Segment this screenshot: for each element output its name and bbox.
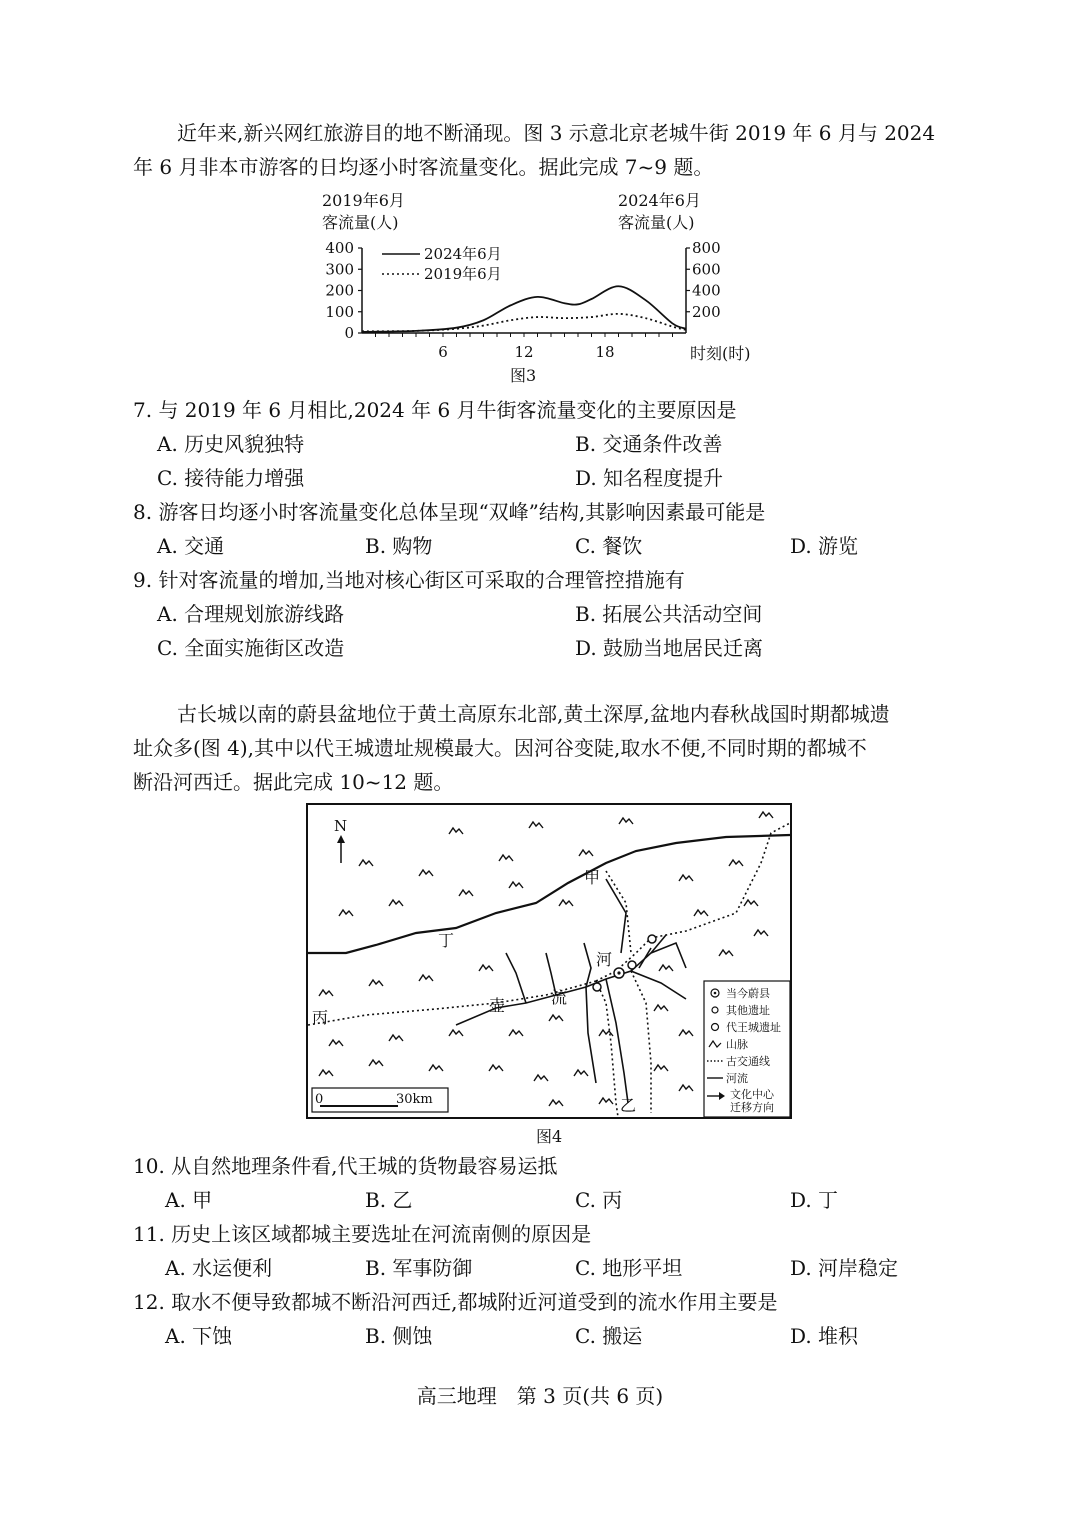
q10-option-b[interactable]: B. 乙 xyxy=(365,1188,413,1212)
q9-option-c[interactable]: C. 全面实施街区改造 xyxy=(157,636,345,660)
page-footer: 高三地理 第 3 页(共 6 页) xyxy=(416,1384,664,1408)
legend-river: 河流 xyxy=(726,1072,748,1085)
right-tick-label: 600 xyxy=(692,260,721,279)
q12-option-a[interactable]: A. 下蚀 xyxy=(165,1324,233,1348)
left-tick-label: 300 xyxy=(325,260,354,279)
q7-option-b[interactable]: B. 交通条件改善 xyxy=(575,432,723,456)
intro-2-line1: 古长城以南的蔚县盆地位于黄土高原东北部,黄土深厚,盆地内春秋战国时期都城遗 xyxy=(177,702,890,726)
label-jia: 甲 xyxy=(584,868,601,887)
q10-option-c[interactable]: C. 丙 xyxy=(575,1188,623,1212)
other-site-marker-2 xyxy=(593,983,601,991)
intro-2 xyxy=(133,697,983,799)
chart-axes xyxy=(362,248,686,333)
legend-daiwang: 代王城遗址 xyxy=(726,1021,781,1034)
q12-stem: 12. 取水不便导致都城不断沿河西迁,都城附近河道受到的流水作用主要是 xyxy=(133,1290,778,1314)
q11-option-c[interactable]: C. 地形平坦 xyxy=(575,1256,683,1280)
right-axis-title-1: 2024年6月 xyxy=(618,191,701,210)
intro-1-line1: 近年来,新兴网红旅游目的地不断涌现。图 3 示意北京老城牛街 2019 年 6 月与 2024 xyxy=(177,121,936,145)
river-label-liu: 流 xyxy=(551,988,568,1007)
left-axis-title-2: 客流量(人) xyxy=(322,213,399,232)
series-line-2019年6月 xyxy=(362,314,686,331)
right-tick-label: 200 xyxy=(692,302,721,321)
q10-option-a[interactable]: A. 甲 xyxy=(165,1188,213,1212)
figure-4-caption: 图4 xyxy=(536,1127,563,1146)
q7-option-c[interactable]: C. 接待能力增强 xyxy=(157,466,305,490)
figure-4-map xyxy=(306,803,792,1119)
x-tick-label: 6 xyxy=(438,343,448,361)
q9-option-d[interactable]: D. 鼓励当地居民迁离 xyxy=(575,636,764,660)
q11-option-d[interactable]: D. 河岸稳定 xyxy=(790,1256,899,1280)
right-tick-label: 400 xyxy=(692,281,721,300)
legend-county: 当今蔚县 xyxy=(726,987,770,1000)
q8-stem: 8. 游客日均逐小时客流量变化总体呈现“双峰”结构,其影响因素最可能是 xyxy=(133,500,766,524)
q11-stem: 11. 历史上该区域都城主要选址在河流南侧的原因是 xyxy=(133,1222,592,1246)
river-label-he: 河 xyxy=(596,950,613,969)
intro-2-line2: 址众多(图 4),其中以代王城遗址规模最大。因河谷变陡,取水不便,不同时期的都城不 xyxy=(133,736,867,760)
q7-stem: 7. 与 2019 年 6 月相比,2024 年 6 月牛街客流量变化的主要原因是 xyxy=(133,398,737,422)
daiwang-site-marker xyxy=(628,961,636,969)
label-ding: 丁 xyxy=(438,931,455,950)
scale-distance: 30km xyxy=(396,1092,433,1107)
q7-option-d[interactable]: D. 知名程度提升 xyxy=(575,466,724,490)
label-yi: 乙 xyxy=(620,1096,637,1115)
q8-option-a[interactable]: A. 交通 xyxy=(157,534,225,558)
left-tick-label: 100 xyxy=(325,302,354,321)
q9-stem: 9. 针对客流量的增加,当地对核心街区可采取的合理管控措施有 xyxy=(133,568,685,592)
q12-option-d[interactable]: D. 堆积 xyxy=(790,1324,859,1348)
q11-option-a[interactable]: A. 水运便利 xyxy=(165,1256,273,1280)
q7-option-a[interactable]: A. 历史风貌独特 xyxy=(157,432,305,456)
q8-option-b[interactable]: B. 购物 xyxy=(365,534,433,558)
legend-traffic: 古交通线 xyxy=(726,1055,770,1068)
river-label-hu: 壶 xyxy=(489,996,506,1015)
legend-2019: 2019年6月 xyxy=(424,265,502,283)
left-tick-label: 200 xyxy=(325,281,354,300)
q9-option-b[interactable]: B. 拓展公共活动空间 xyxy=(575,602,763,626)
x-tick-label: 18 xyxy=(595,343,615,361)
q12-option-c[interactable]: C. 搬运 xyxy=(575,1324,643,1348)
current-county-dot xyxy=(617,971,620,974)
legend-2024: 2024年6月 xyxy=(424,245,502,263)
intro-1 xyxy=(133,116,983,184)
legend-migration: 迁移方向 xyxy=(730,1101,774,1114)
other-site-marker xyxy=(648,935,656,943)
label-bing: 丙 xyxy=(312,1008,329,1027)
q12-option-b[interactable]: B. 侧蚀 xyxy=(365,1324,433,1348)
right-axis-title-2: 客流量(人) xyxy=(618,213,695,232)
x-axis-label: 时刻(时) xyxy=(690,344,751,363)
right-tick-label: 800 xyxy=(692,239,721,257)
figure-3-chart xyxy=(300,186,800,390)
q10-stem: 10. 从自然地理条件看,代王城的货物最容易运抵 xyxy=(133,1154,558,1178)
figure-3-caption: 图3 xyxy=(510,366,537,385)
left-tick-label: 400 xyxy=(325,239,354,257)
left-tick-label: 0 xyxy=(344,324,354,342)
q9-option-a[interactable]: A. 合理规划旅游线路 xyxy=(157,602,345,626)
q11-option-b[interactable]: B. 军事防御 xyxy=(365,1256,473,1280)
scale-zero: 0 xyxy=(315,1092,324,1107)
legend-mountain: 山脉 xyxy=(726,1038,748,1051)
intro-2-line3: 断沿河西迁。据此完成 10~12 题。 xyxy=(133,770,454,794)
x-tick-label: 12 xyxy=(514,343,534,361)
series-line-2024年6月 xyxy=(362,286,686,332)
legend-culture-center: 文化中心 xyxy=(730,1088,774,1101)
q8-option-d[interactable]: D. 游览 xyxy=(790,534,859,558)
left-axis-title-1: 2019年6月 xyxy=(322,191,405,210)
chart-lines xyxy=(362,286,686,332)
q8-option-c[interactable]: C. 餐饮 xyxy=(575,534,643,558)
q10-option-d[interactable]: D. 丁 xyxy=(790,1188,839,1212)
north-label: N xyxy=(334,817,348,835)
intro-1-line2: 年 6 月非本市游客的日均逐小时客流量变化。据此完成 7~9 题。 xyxy=(133,155,714,179)
legend-other-site: 其他遗址 xyxy=(726,1004,770,1017)
